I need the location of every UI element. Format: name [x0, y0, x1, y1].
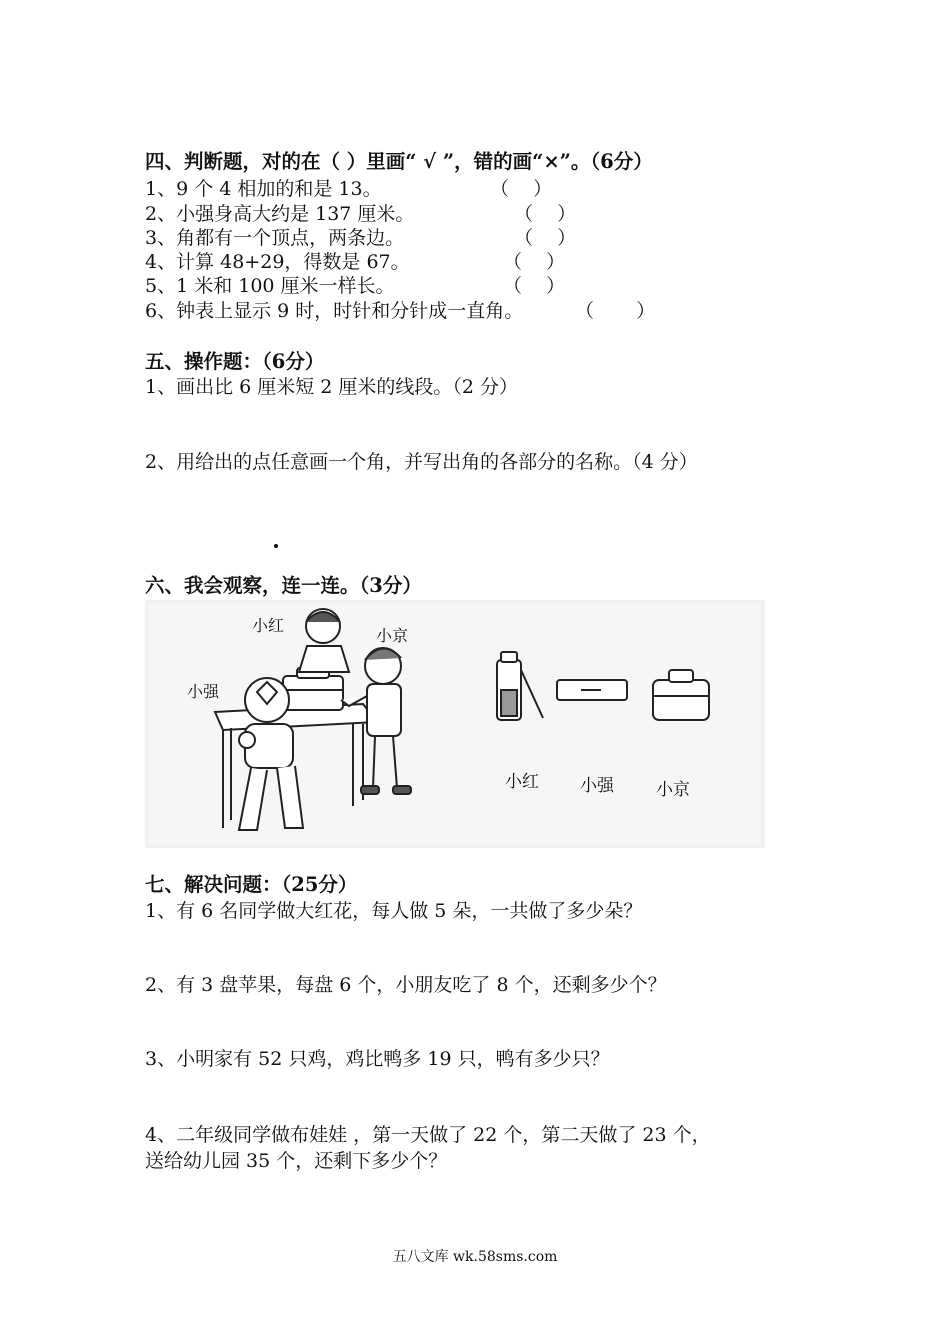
section4-heading: 四、判断题，对的在（ ）里画“ √ ”，错的画“×”。（6分）	[145, 150, 653, 173]
judge-item-5: 5、1 米和 100 厘米一样长。	[145, 275, 395, 297]
answer-paren-2[interactable]: （ ）	[514, 203, 577, 225]
judge-item-4: 4、计算 48+29，得数是 67。	[145, 251, 410, 273]
problem-4-line1: 4、二年级同学做布娃娃 ，第一天做了 22 个，第二天做了 23 个，	[145, 1124, 711, 1146]
given-point[interactable]	[274, 544, 278, 548]
label-xiaohong: 小红	[252, 616, 285, 635]
choice-xiaojing[interactable]: 小京	[656, 780, 690, 800]
section7-heading: 七、解决问题：（25分）	[145, 873, 358, 896]
problem-4-line2: 送给幼儿园 35 个，还剩下多少个？	[145, 1150, 448, 1172]
problem-1: 1、有 6 名同学做大红花，每人做 5 朵，一共做了多少朵？	[145, 900, 643, 922]
answer-paren-3[interactable]: （ ）	[514, 227, 577, 249]
operation-question-1: 1、画出比 6 厘米短 2 厘米的线段。（2 分）	[145, 376, 519, 398]
judge-item-1: 1、9 个 4 相加的和是 13。	[145, 178, 382, 200]
judge-item-2: 2、小强身高大约是 137 厘米。	[145, 203, 415, 225]
label-xiaoqiang: 小强	[187, 682, 220, 701]
judge-item-6: 6、钟表上显示 9 时，时针和分针成一直角。	[145, 300, 524, 322]
section5-heading: 五、操作题：（6分）	[145, 350, 325, 373]
choice-xiaohong[interactable]: 小红	[505, 772, 539, 792]
answer-paren-1[interactable]: （ ）	[490, 178, 553, 200]
choice-xiaoqiang[interactable]: 小强	[580, 776, 614, 796]
answer-paren-6[interactable]: （ ）	[575, 300, 656, 322]
problem-3: 3、小明家有 52 只鸡，鸡比鸭多 19 只，鸭有多少只？	[145, 1048, 610, 1070]
operation-question-2: 2、用给出的点任意画一个角，并写出角的各部分的名称。（4 分）	[145, 451, 698, 473]
section6-heading: 六、我会观察，连一连。（3分）	[145, 574, 422, 597]
answer-paren-5[interactable]: （ ）	[503, 275, 566, 297]
footer-watermark: 五八文库 wk.58sms.com	[392, 1249, 558, 1265]
label-xiaojing: 小京	[376, 626, 409, 645]
observation-illustration	[145, 600, 765, 848]
judge-item-3: 3、角都有一个顶点，两条边。	[145, 227, 405, 249]
pencil-case-icon	[557, 680, 627, 700]
answer-paren-4[interactable]: （ ）	[503, 251, 566, 273]
problem-2: 2、有 3 盘苹果，每盘 6 个，小朋友吃了 8 个，还剩多少个？	[145, 974, 667, 996]
